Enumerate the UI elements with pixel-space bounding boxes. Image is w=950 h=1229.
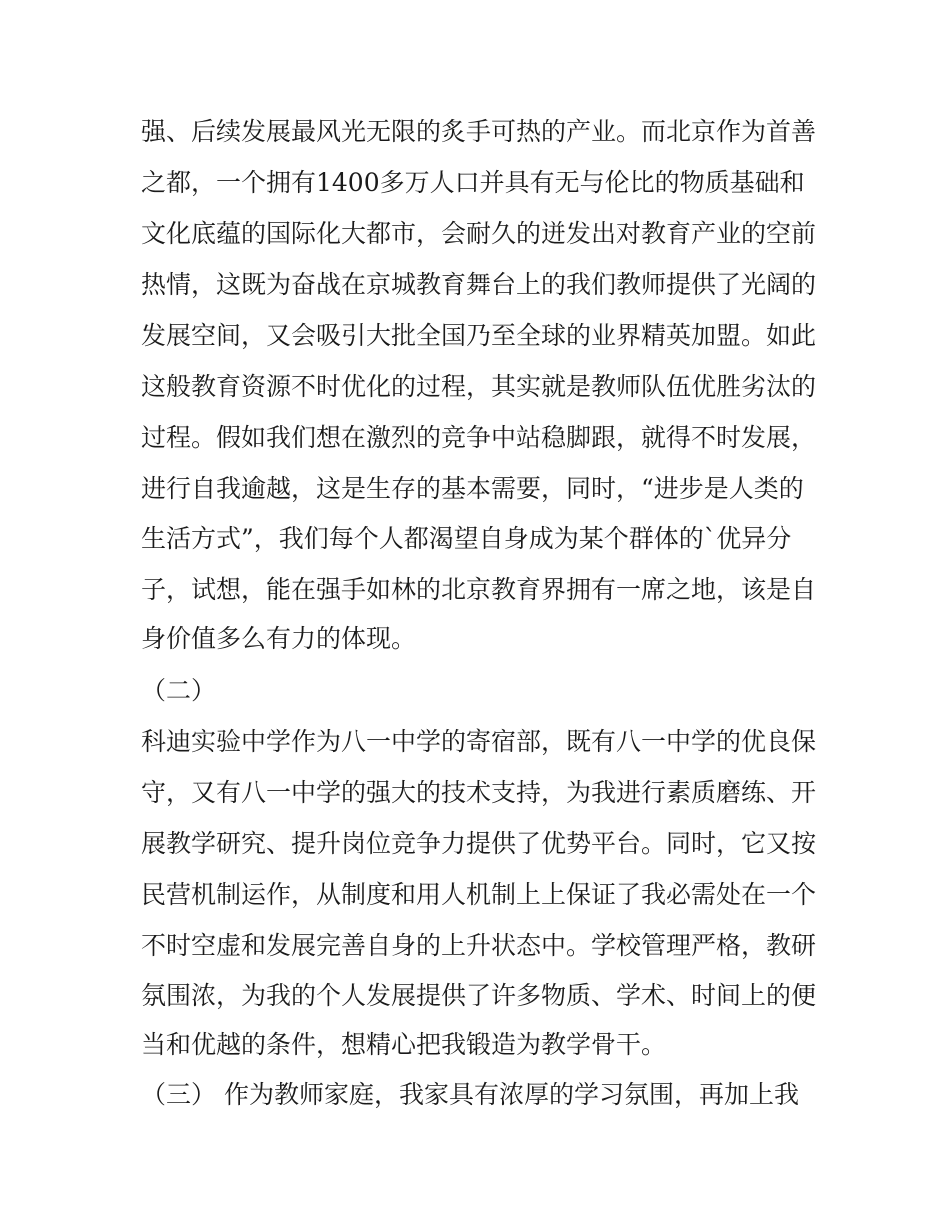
text-line: 子，试想，能在强手如林的北京教育界拥有一席之地，该是自 (141, 575, 817, 604)
section-heading: （二） (141, 676, 217, 705)
text-line: 科迪实验中学作为八一中学的寄宿部，既有八一中学的优良保 (141, 727, 817, 756)
text-line: 热情，这既为奋战在京城教育舞台上的我们教师提供了光阔的 (141, 270, 817, 299)
text-line: 身价值多么有力的体现。 (141, 624, 417, 653)
text-line: （三） 作为教师家庭，我家具有浓厚的学习氛围，再加上我 (141, 1080, 799, 1109)
text-line: 展教学研究、提升岗位竞争力提供了优势平台。同时，它又按 (141, 829, 817, 858)
text-line: 生活方式”，我们每个人都渴望自身成为某个群体的`优异分 (141, 524, 792, 553)
text-line: 当和优越的条件，想精心把我锻造为教学骨干。 (141, 1030, 667, 1059)
text-line: 之都，一个拥有1400多万人口并具有无与伦比的物质基础和 (141, 168, 805, 197)
text-line: 这般教育资源不时优化的过程，其实就是教师队伍优胜劣汰的 (141, 372, 817, 401)
text-line: 过程。假如我们想在激烈的竞争中站稳脚跟，就得不时发展， (141, 423, 817, 452)
text-line: 不时空虚和发展完善自身的上升状态中。学校管理严格，教研 (141, 931, 817, 960)
text-line: 进行自我逾越，这是生存的基本需要，同时，“进步是人类的 (141, 474, 804, 503)
text-line: 氛围浓，为我的个人发展提供了许多物质、学术、时间上的便 (141, 981, 817, 1010)
text-line: 强、后续发展最风光无限的炙手可热的产业。而北京作为首善 (141, 117, 817, 146)
text-line: 文化底蕴的国际化大都市，会耐久的迸发出对教育产业的空前 (141, 219, 817, 248)
text-line: 发展空间，又会吸引大批全国乃至全球的业界精英加盟。如此 (141, 321, 817, 350)
text-line: 守，又有八一中学的强大的技术支持，为我进行素质磨练、开 (141, 778, 817, 807)
text-line: 民营机制运作，从制度和用人机制上上保证了我必需处在一个 (141, 880, 817, 909)
